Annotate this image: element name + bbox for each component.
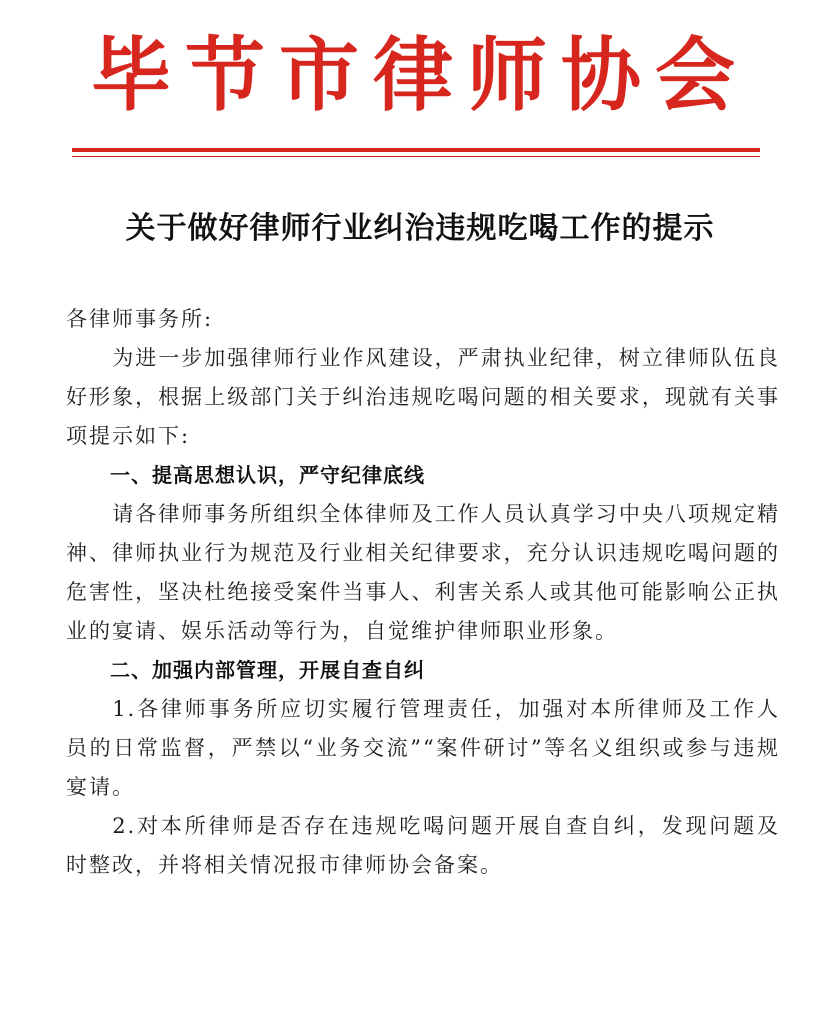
letterhead-rule-thin: [72, 156, 760, 157]
section-2-item-2: 2.对本所律师是否存在违规吃喝问题开展自查自纠，发现问题及时整改，并将相关情况报市律师协会备案。: [66, 814, 780, 877]
section-heading-2: 二、加强内部管理，开展自查自纠: [110, 658, 425, 682]
intro-paragraph: 为进一步加强律师行业作风建设，严肃执业纪律，树立律师队伍良好形象，根据上级部门关于纠治违规吃喝问题的相关要求，现就有关事项提示如下:: [66, 346, 780, 448]
section-heading-1: 一、提高思想认识，严守纪律底线: [110, 463, 425, 487]
document-title: 关于做好律师行业纠治违规吃喝工作的提示: [125, 211, 715, 246]
document-body: [66, 300, 780, 885]
section-2-item-1: 1.各律师事务所应切实履行管理责任，加强对本所律师及工作人员的日常监督，严禁以“业务交流”“案件研讨”等名义组织或参与违规宴请。: [66, 697, 780, 799]
section-1-paragraph: 请各律师事务所组织全体律师及工作人员认真学习中央八项规定精神、律师执业行为规范及行业相关纪律要求，充分认识违规吃喝问题的危害性，坚决杜绝接受案件当事人、利害关系人或其他可能影响公正执业的宴请、娱乐活动等行为，自觉维护律师职业形象。: [66, 502, 780, 643]
letterhead: [60, 28, 780, 124]
salutation: 各律师事务所:: [66, 307, 214, 331]
org-name: 毕节市律师协会: [91, 29, 749, 122]
letterhead-rule: [72, 148, 760, 152]
